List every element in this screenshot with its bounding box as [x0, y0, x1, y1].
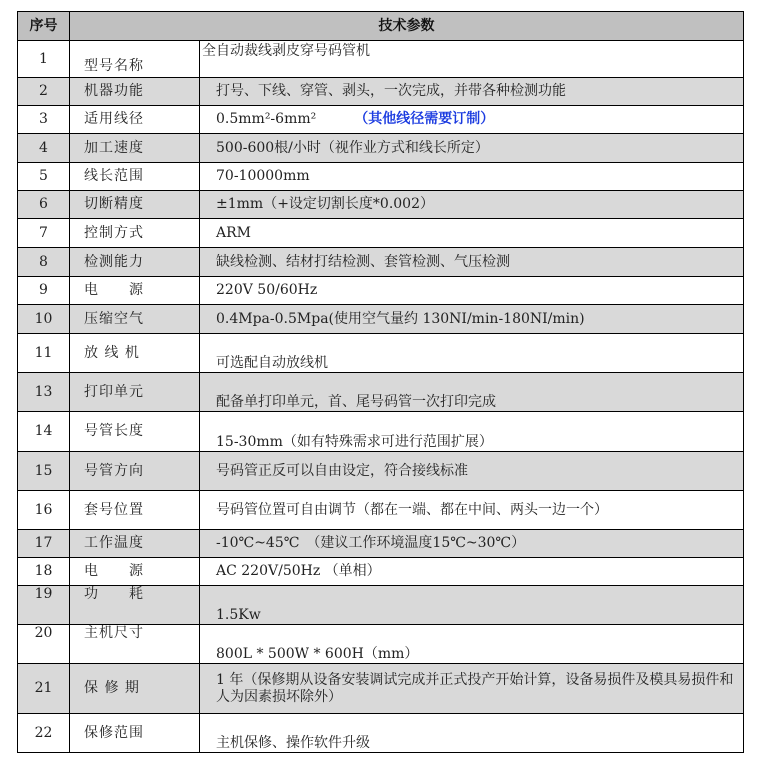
table-row — [18, 714, 744, 753]
param-value-text: 500-600根/小时（视作业方式和线长所定） — [216, 139, 489, 156]
param-value — [200, 452, 744, 491]
row-number: 21 — [18, 664, 70, 714]
param-value-text: 0.5mm²-6mm² — [216, 111, 317, 127]
table-row — [18, 78, 744, 106]
param-value-text: 0.4Mpa-0.5Mpa(使用空气量约 130NI/min-180NI/min) — [216, 310, 585, 327]
table-row — [18, 41, 744, 78]
table-row — [18, 106, 744, 134]
param-value-text: 1.5Kw — [216, 607, 261, 623]
param-name: 电 源 — [70, 558, 200, 586]
row-number: 13 — [18, 373, 70, 412]
table-row — [18, 334, 744, 373]
spec-table — [17, 11, 744, 753]
table-body — [18, 41, 744, 753]
table-row — [18, 586, 744, 625]
param-name: 切断精度 — [70, 191, 200, 219]
row-number: 15 — [18, 452, 70, 491]
param-name: 打印单元 — [70, 373, 200, 412]
param-value — [200, 491, 744, 530]
param-name: 放 线 机 — [70, 334, 200, 373]
param-name: 号管方向 — [70, 452, 200, 491]
row-number: 17 — [18, 530, 70, 558]
row-number: 11 — [18, 334, 70, 373]
param-name: 保修范围 — [70, 714, 200, 753]
param-name: 加工速度 — [70, 134, 200, 163]
param-name: 功 耗 — [70, 586, 200, 625]
table-row — [18, 412, 744, 452]
param-value-text: AC 220V/50Hz （单相） — [216, 563, 381, 579]
table-row — [18, 452, 744, 491]
table-row — [18, 530, 744, 558]
param-value-text: 号码管正反可以自由设定，符合接线标准 — [216, 462, 468, 479]
table-row — [18, 134, 744, 163]
row-number: 5 — [18, 163, 70, 191]
row-number: 4 — [18, 134, 70, 163]
row-number: 9 — [18, 277, 70, 305]
param-name: 机器功能 — [70, 78, 200, 106]
table-row — [18, 305, 744, 334]
param-value — [200, 106, 744, 134]
param-value — [200, 78, 744, 106]
param-name: 保 修 期 — [70, 664, 200, 714]
table-row — [18, 664, 744, 714]
param-value — [200, 530, 744, 558]
param-name: 压缩空气 — [70, 305, 200, 334]
param-value-text: 主机保修、操作软件升级 — [216, 735, 370, 751]
header-serial-no: 序号 — [18, 12, 70, 41]
param-value — [200, 625, 744, 664]
param-value — [200, 191, 744, 219]
custom-order-note: （其他线径需要订制） — [354, 111, 495, 127]
table-row — [18, 491, 744, 530]
param-value-text: 缺线检测、结材打结检测、套管检测、气压检测 — [216, 253, 510, 270]
param-value — [200, 134, 744, 163]
param-value-text: 号码管位置可自由调节（都在一端、都在中间、两头一边一个） — [216, 501, 608, 518]
param-name: 适用线径 — [70, 106, 200, 134]
row-number: 3 — [18, 106, 70, 134]
row-number: 18 — [18, 558, 70, 586]
table-row — [18, 163, 744, 191]
param-name: 套号位置 — [70, 491, 200, 530]
row-number: 6 — [18, 191, 70, 219]
table-row — [18, 248, 744, 277]
param-value-text: 800L * 500W * 600H（mm） — [216, 646, 419, 662]
param-value — [200, 41, 744, 78]
table-row — [18, 219, 744, 248]
param-value-text: 15-30mm（如有特殊需求可进行范围扩展） — [216, 434, 493, 450]
param-value — [200, 305, 744, 334]
param-value-text: 配备单打印单元，首、尾号码管一次打印完成 — [216, 394, 496, 410]
table-row — [18, 373, 744, 412]
row-number: 7 — [18, 219, 70, 248]
param-value-text: ±1mm（+设定切割长度*0.002） — [216, 196, 434, 212]
param-name: 电 源 — [70, 277, 200, 305]
row-number: 20 — [18, 625, 70, 664]
row-number: 2 — [18, 78, 70, 106]
param-value — [200, 277, 744, 305]
param-value — [200, 334, 744, 373]
row-number: 16 — [18, 491, 70, 530]
param-value — [200, 558, 744, 586]
param-name: 线长范围 — [70, 163, 200, 191]
row-number: 14 — [18, 412, 70, 452]
param-value — [200, 219, 744, 248]
param-name: 型号名称 — [70, 41, 200, 78]
header-tech-params: 技术参数 — [70, 12, 744, 41]
table-row — [18, 277, 744, 305]
param-value-text: ARM — [216, 224, 251, 241]
param-name: 号管长度 — [70, 412, 200, 452]
table-row — [18, 558, 744, 586]
param-value-text: 全自动裁线剥皮穿号码管机 — [202, 43, 370, 59]
row-number: 19 — [18, 586, 70, 625]
param-value-text: 1 年（保修期从设备安装调试完成并正式投产开始计算，设备易损件及模具易损件和人为因素损坏除外） — [216, 671, 734, 705]
param-value-text: -10℃~45℃ （建议工作环境温度15℃~30℃） — [216, 535, 526, 551]
row-number: 10 — [18, 305, 70, 334]
param-name: 控制方式 — [70, 219, 200, 248]
param-value — [200, 163, 744, 191]
param-name: 检测能力 — [70, 248, 200, 277]
param-value-text: 220V 50/60Hz — [216, 282, 318, 298]
row-number: 22 — [18, 714, 70, 753]
param-value — [200, 664, 744, 714]
row-number: 8 — [18, 248, 70, 277]
table-row — [18, 625, 744, 664]
param-value-text: 打号、下线、穿管、剥头，一次完成，并带各种检测功能 — [216, 83, 566, 99]
param-value — [200, 412, 744, 452]
table-header-row — [18, 12, 744, 41]
table-row — [18, 191, 744, 219]
param-value-text: 可选配自动放线机 — [216, 355, 328, 371]
param-name: 工作温度 — [70, 530, 200, 558]
param-value — [200, 373, 744, 412]
param-value — [200, 248, 744, 277]
param-name: 主机尺寸 — [70, 625, 200, 664]
param-value-text: 70-10000mm — [216, 168, 310, 184]
param-value — [200, 586, 744, 625]
row-number: 1 — [18, 41, 70, 78]
param-value — [200, 714, 744, 753]
